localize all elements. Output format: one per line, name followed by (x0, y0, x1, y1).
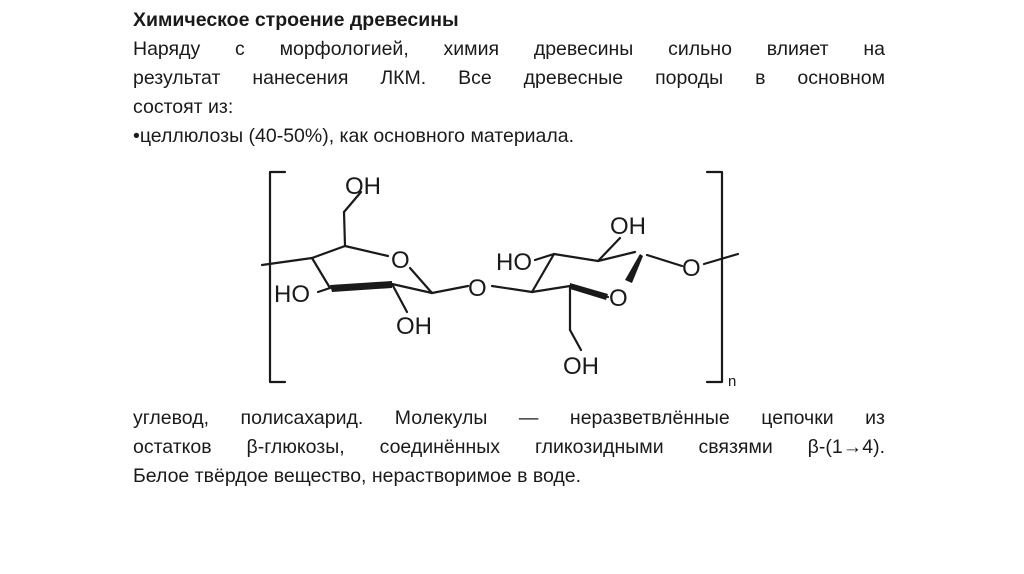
label-o-bridge: O (468, 275, 487, 302)
right-bracket (707, 172, 722, 382)
outro-line-2: остатков β-глюкозы, соединённых гликозидными связями β-(1→4). (133, 436, 885, 458)
label-ho-right: HO (496, 249, 532, 276)
label-oh-top-right: OH (610, 213, 646, 240)
label-oh-bottom-left: OH (396, 313, 432, 340)
intro-line-1: Наряду с морфологией, химия древесины сильно влияет на (133, 38, 885, 60)
label-subscript-n: n (728, 373, 737, 390)
bullet-cellulose: •целлюлозы (40-50%), как основного материала. (133, 125, 575, 147)
label-oh-top-left: OH (345, 173, 381, 200)
intro-line-3: состоят из: (133, 96, 234, 118)
slide-title: Химическое строение древесины (133, 9, 459, 31)
label-ho-left: HO (274, 281, 310, 308)
intro-paragraph (133, 35, 885, 151)
bold-bond-left (330, 281, 392, 292)
label-o-ring-right: O (609, 285, 628, 312)
label-oh-bottom-right: OH (563, 353, 599, 380)
left-bracket (270, 172, 285, 382)
bold-bond-right (570, 283, 608, 300)
outro-paragraph (133, 404, 885, 491)
intro-line-2: результат нанесения ЛКМ. Все древесные породы в основном (133, 67, 885, 89)
label-o-ring-left: O (391, 247, 410, 274)
label-o-chain-right: O (682, 255, 701, 282)
wedge-bond-right (625, 254, 643, 283)
outro-line-3: Белое твёрдое вещество, нерастворимое в воде. (133, 465, 582, 487)
cellulose-structure-diagram (255, 160, 755, 390)
outro-line-1: углевод, полисахарид. Молекулы — неразветвлённые цепочки из (133, 407, 885, 429)
